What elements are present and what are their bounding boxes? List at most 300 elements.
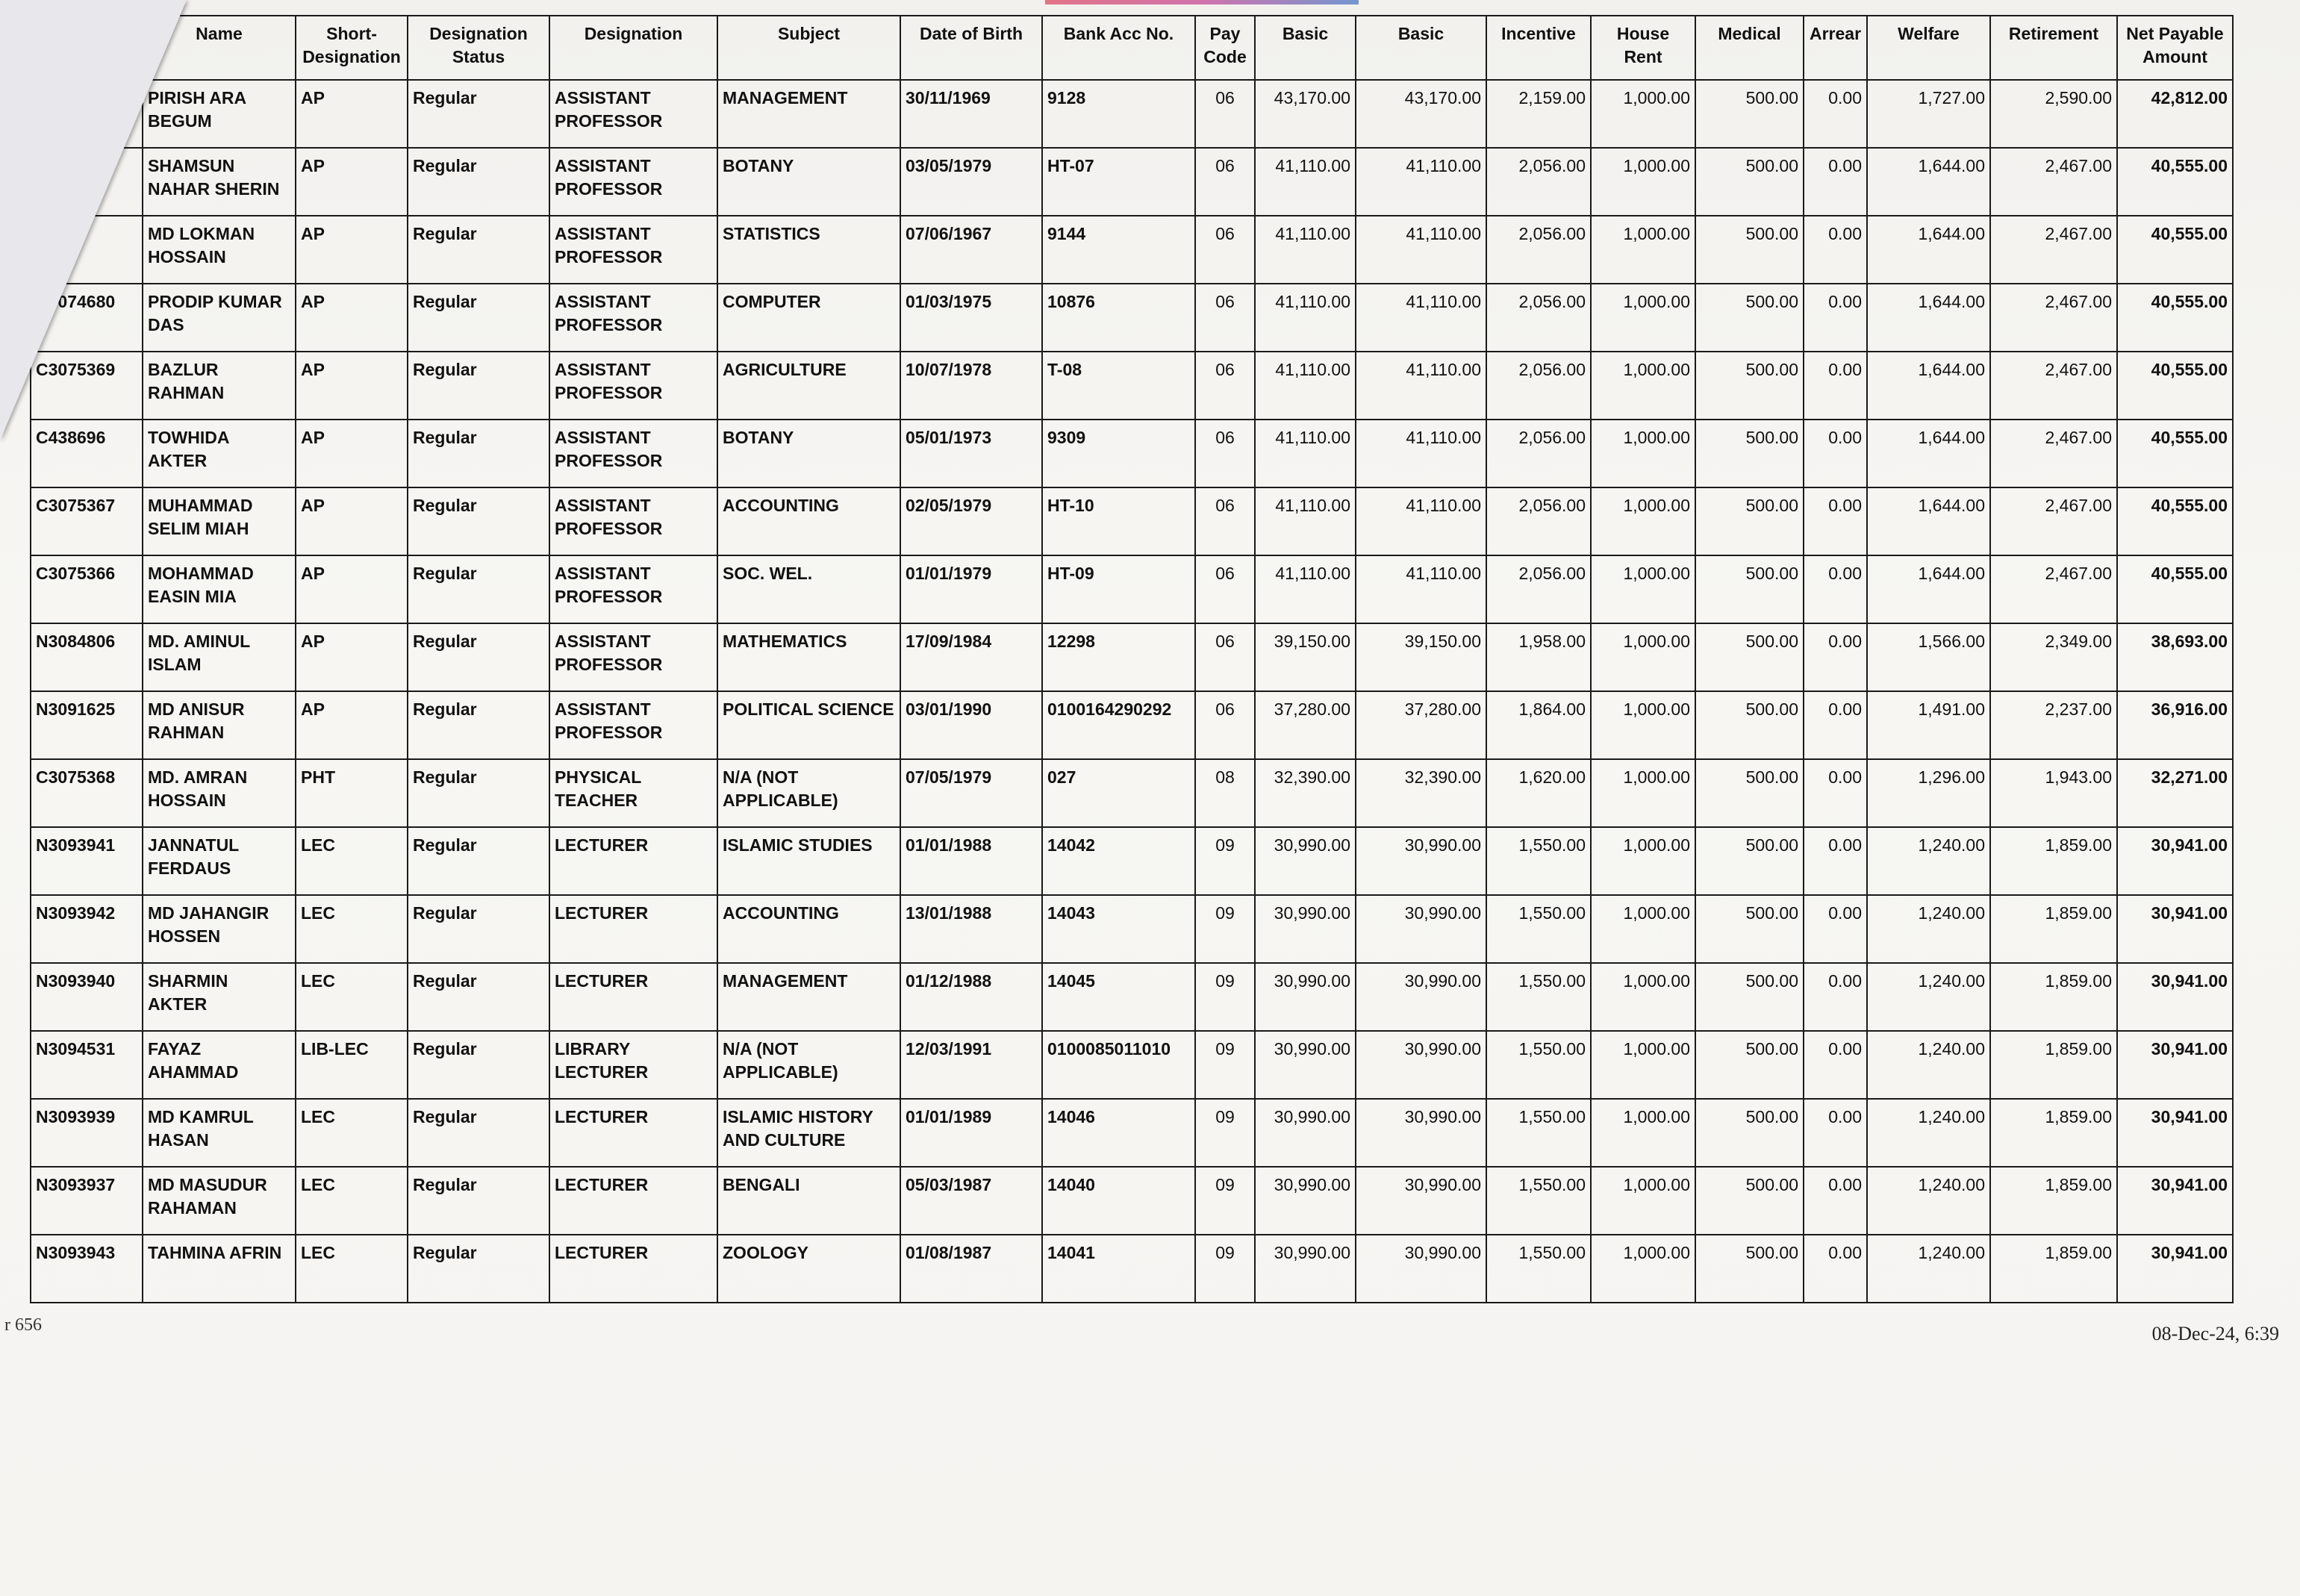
arrear-amount-cell: 0.00 <box>1804 555 1867 623</box>
house-rent-cell: 1,000.00 <box>1591 623 1695 691</box>
designation-cell: LECTURER <box>549 963 717 1031</box>
designation-status-cell: Regular <box>408 1099 549 1167</box>
short-designation-cell: LEC <box>296 827 408 895</box>
designation-cell: ASSISTANT PROFESSOR <box>549 80 717 148</box>
bank-account-cell: HT-10 <box>1042 487 1195 555</box>
designation-status-cell: Regular <box>408 420 549 487</box>
table-row <box>31 420 2233 487</box>
print-timestamp: 08-Dec-24, 6:39 <box>2151 1323 2279 1344</box>
net-payable-cell: 36,916.00 <box>2117 691 2233 759</box>
employee-id-cell: N3093943 <box>31 1235 143 1303</box>
bank-account-cell: 14042 <box>1042 827 1195 895</box>
pay-code-cell: 09 <box>1195 963 1255 1031</box>
short-designation-cell: AP <box>296 148 408 216</box>
welfare-amount-cell: 1,644.00 <box>1867 487 1990 555</box>
employee-name-cell: MD. AMRAN HOSSAIN <box>143 759 296 827</box>
column-header: Pay Code <box>1195 16 1255 80</box>
retirement-amount-cell: 2,467.00 <box>1990 420 2117 487</box>
net-payable-cell: 30,941.00 <box>2117 1235 2233 1303</box>
basic-amount-cell: 41,110.00 <box>1255 487 1356 555</box>
bank-account-cell: 12298 <box>1042 623 1195 691</box>
bank-account-cell: 9128 <box>1042 80 1195 148</box>
date-of-birth-cell: 01/01/1979 <box>900 555 1042 623</box>
column-header: House Rent <box>1591 16 1695 80</box>
medical-amount-cell: 500.00 <box>1695 963 1804 1031</box>
net-payable-cell: 30,941.00 <box>2117 827 2233 895</box>
retirement-amount-cell: 2,349.00 <box>1990 623 2117 691</box>
date-of-birth-cell: 30/11/1969 <box>900 80 1042 148</box>
designation-cell: LECTURER <box>549 895 717 963</box>
incentive-amount-cell: 1,550.00 <box>1486 1235 1591 1303</box>
table-row <box>31 1235 2233 1303</box>
medical-amount-cell: 500.00 <box>1695 487 1804 555</box>
employee-name-cell: FAYAZ AHAMMAD <box>143 1031 296 1099</box>
basic-amount-cell: 30,990.00 <box>1255 1235 1356 1303</box>
subject-cell: BOTANY <box>717 148 900 216</box>
incentive-amount-cell: 1,550.00 <box>1486 1167 1591 1235</box>
welfare-amount-cell: 1,644.00 <box>1867 148 1990 216</box>
table-row <box>31 827 2233 895</box>
arrear-amount-cell: 0.00 <box>1804 623 1867 691</box>
welfare-amount-cell: 1,240.00 <box>1867 1167 1990 1235</box>
designation-cell: LECTURER <box>549 827 717 895</box>
table-row <box>31 1167 2233 1235</box>
column-header: Basic <box>1255 16 1356 80</box>
house-rent-cell: 1,000.00 <box>1591 420 1695 487</box>
incentive-amount-cell: 1,550.00 <box>1486 895 1591 963</box>
table-row <box>31 895 2233 963</box>
subject-cell: POLITICAL SCIENCE <box>717 691 900 759</box>
subject-cell: ACCOUNTING <box>717 487 900 555</box>
column-header: Name <box>143 16 296 80</box>
column-header: Net Payable Amount <box>2117 16 2233 80</box>
employee-id-cell: 4 <box>31 148 143 216</box>
net-payable-cell: 40,555.00 <box>2117 487 2233 555</box>
arrear-amount-cell: 0.00 <box>1804 895 1867 963</box>
net-payable-cell: 40,555.00 <box>2117 352 2233 420</box>
date-of-birth-cell: 01/01/1988 <box>900 827 1042 895</box>
pay-code-cell: 06 <box>1195 487 1255 555</box>
arrear-amount-cell: 0.00 <box>1804 1167 1867 1235</box>
bank-account-cell: 9144 <box>1042 216 1195 284</box>
subject-cell: COMPUTER <box>717 284 900 352</box>
designation-status-cell: Regular <box>408 284 549 352</box>
net-payable-cell: 30,941.00 <box>2117 1031 2233 1099</box>
arrear-amount-cell: 0.00 <box>1804 352 1867 420</box>
basic-amount-cell: 32,390.00 <box>1255 759 1356 827</box>
date-of-birth-cell: 03/01/1990 <box>900 691 1042 759</box>
table-row <box>31 623 2233 691</box>
table-row <box>31 759 2233 827</box>
retirement-amount-cell: 2,467.00 <box>1990 555 2117 623</box>
basic-amount-cell: 41,110.00 <box>1356 487 1486 555</box>
employee-id-cell: N3093939 <box>31 1099 143 1167</box>
retirement-amount-cell: 1,859.00 <box>1990 1167 2117 1235</box>
pay-code-cell: 06 <box>1195 216 1255 284</box>
designation-cell: LECTURER <box>549 1167 717 1235</box>
designation-cell: ASSISTANT PROFESSOR <box>549 420 717 487</box>
designation-cell: PHYSICAL TEACHER <box>549 759 717 827</box>
arrear-amount-cell: 0.00 <box>1804 80 1867 148</box>
table-row <box>31 963 2233 1031</box>
table-row <box>31 284 2233 352</box>
retirement-amount-cell: 2,467.00 <box>1990 284 2117 352</box>
bank-account-cell: 14043 <box>1042 895 1195 963</box>
arrear-amount-cell: 0.00 <box>1804 1099 1867 1167</box>
employee-name-cell: JANNATUL FERDAUS <box>143 827 296 895</box>
basic-amount-cell: 30,990.00 <box>1255 1167 1356 1235</box>
house-rent-cell: 1,000.00 <box>1591 555 1695 623</box>
arrear-amount-cell: 0.00 <box>1804 420 1867 487</box>
basic-amount-cell: 30,990.00 <box>1356 827 1486 895</box>
employee-id-cell: N3091625 <box>31 691 143 759</box>
house-rent-cell: 1,000.00 <box>1591 963 1695 1031</box>
designation-status-cell: Regular <box>408 487 549 555</box>
designation-cell: ASSISTANT PROFESSOR <box>549 623 717 691</box>
page-number: r 656 <box>4 1315 42 1335</box>
basic-amount-cell: 39,150.00 <box>1356 623 1486 691</box>
basic-amount-cell: 37,280.00 <box>1356 691 1486 759</box>
medical-amount-cell: 500.00 <box>1695 352 1804 420</box>
welfare-amount-cell: 1,491.00 <box>1867 691 1990 759</box>
column-header: Incentive <box>1486 16 1591 80</box>
subject-cell: AGRICULTURE <box>717 352 900 420</box>
basic-amount-cell: 30,990.00 <box>1255 1099 1356 1167</box>
house-rent-cell: 1,000.00 <box>1591 1099 1695 1167</box>
subject-cell: MANAGEMENT <box>717 963 900 1031</box>
welfare-amount-cell: 1,240.00 <box>1867 895 1990 963</box>
arrear-amount-cell: 0.00 <box>1804 963 1867 1031</box>
house-rent-cell: 1,000.00 <box>1591 1167 1695 1235</box>
pay-code-cell: 06 <box>1195 623 1255 691</box>
pay-code-cell: 06 <box>1195 284 1255 352</box>
employee-id-cell: C3075368 <box>31 759 143 827</box>
net-payable-cell: 38,693.00 <box>2117 623 2233 691</box>
table-row <box>31 148 2233 216</box>
date-of-birth-cell: 13/01/1988 <box>900 895 1042 963</box>
pay-code-cell: 06 <box>1195 420 1255 487</box>
table-row <box>31 80 2233 148</box>
designation-status-cell: Regular <box>408 216 549 284</box>
net-payable-cell: 30,941.00 <box>2117 1167 2233 1235</box>
basic-amount-cell: 37,280.00 <box>1255 691 1356 759</box>
incentive-amount-cell: 1,620.00 <box>1486 759 1591 827</box>
column-header: Emp. ID <box>31 16 143 80</box>
date-of-birth-cell: 17/09/1984 <box>900 623 1042 691</box>
retirement-amount-cell: 1,859.00 <box>1990 963 2117 1031</box>
subject-cell: ISLAMIC STUDIES <box>717 827 900 895</box>
date-of-birth-cell: 10/07/1978 <box>900 352 1042 420</box>
medical-amount-cell: 500.00 <box>1695 420 1804 487</box>
arrear-amount-cell: 0.00 <box>1804 691 1867 759</box>
basic-amount-cell: 41,110.00 <box>1356 352 1486 420</box>
salary-sheet <box>30 15 2232 1303</box>
column-header: Date of Birth <box>900 16 1042 80</box>
incentive-amount-cell: 2,056.00 <box>1486 284 1591 352</box>
arrear-amount-cell: 0.00 <box>1804 1031 1867 1099</box>
house-rent-cell: 1,000.00 <box>1591 827 1695 895</box>
designation-status-cell: Regular <box>408 1235 549 1303</box>
bank-account-cell: 14046 <box>1042 1099 1195 1167</box>
table-row <box>31 352 2233 420</box>
date-of-birth-cell: 05/03/1987 <box>900 1167 1042 1235</box>
subject-cell: STATISTICS <box>717 216 900 284</box>
bank-account-cell: T-08 <box>1042 352 1195 420</box>
short-designation-cell: AP <box>296 80 408 148</box>
table-row <box>31 487 2233 555</box>
house-rent-cell: 1,000.00 <box>1591 759 1695 827</box>
short-designation-cell: PHT <box>296 759 408 827</box>
welfare-amount-cell: 1,240.00 <box>1867 1235 1990 1303</box>
employee-id-cell: C3075367 <box>31 487 143 555</box>
medical-amount-cell: 500.00 <box>1695 80 1804 148</box>
basic-amount-cell: 30,990.00 <box>1356 1235 1486 1303</box>
pay-code-cell: 08 <box>1195 759 1255 827</box>
arrear-amount-cell: 0.00 <box>1804 487 1867 555</box>
employee-name-cell: PRODIP KUMAR DAS <box>143 284 296 352</box>
designation-status-cell: Regular <box>408 895 549 963</box>
welfare-amount-cell: 1,644.00 <box>1867 555 1990 623</box>
incentive-amount-cell: 1,550.00 <box>1486 1099 1591 1167</box>
salary-table <box>30 15 2234 1303</box>
welfare-amount-cell: 1,240.00 <box>1867 1099 1990 1167</box>
incentive-amount-cell: 1,864.00 <box>1486 691 1591 759</box>
pay-code-cell: 06 <box>1195 352 1255 420</box>
designation-cell: ASSISTANT PROFESSOR <box>549 555 717 623</box>
basic-amount-cell: 41,110.00 <box>1356 420 1486 487</box>
column-header: Medical <box>1695 16 1804 80</box>
house-rent-cell: 1,000.00 <box>1591 148 1695 216</box>
column-header: Short-Designation <box>296 16 408 80</box>
net-payable-cell: 42,812.00 <box>2117 80 2233 148</box>
medical-amount-cell: 500.00 <box>1695 1167 1804 1235</box>
incentive-amount-cell: 2,056.00 <box>1486 216 1591 284</box>
employee-id-cell: N3094531 <box>31 1031 143 1099</box>
date-of-birth-cell: 01/03/1975 <box>900 284 1042 352</box>
short-designation-cell: AP <box>296 691 408 759</box>
employee-name-cell: MD KAMRUL HASAN <box>143 1099 296 1167</box>
subject-cell: ISLAMIC HISTORY AND CULTURE <box>717 1099 900 1167</box>
basic-amount-cell: 30,990.00 <box>1356 895 1486 963</box>
color-strip <box>1045 0 1359 4</box>
welfare-amount-cell: 1,644.00 <box>1867 420 1990 487</box>
retirement-amount-cell: 1,859.00 <box>1990 1235 2117 1303</box>
retirement-amount-cell: 2,467.00 <box>1990 487 2117 555</box>
employee-id-cell: N3084806 <box>31 623 143 691</box>
short-designation-cell: LEC <box>296 1099 408 1167</box>
basic-amount-cell: 41,110.00 <box>1356 555 1486 623</box>
pay-code-cell: 06 <box>1195 691 1255 759</box>
short-designation-cell: LEC <box>296 1167 408 1235</box>
house-rent-cell: 1,000.00 <box>1591 691 1695 759</box>
designation-cell: ASSISTANT PROFESSOR <box>549 284 717 352</box>
pay-code-cell: 09 <box>1195 1031 1255 1099</box>
basic-amount-cell: 41,110.00 <box>1356 148 1486 216</box>
arrear-amount-cell: 0.00 <box>1804 148 1867 216</box>
subject-cell: MANAGEMENT <box>717 80 900 148</box>
net-payable-cell: 32,271.00 <box>2117 759 2233 827</box>
designation-status-cell: Regular <box>408 80 549 148</box>
net-payable-cell: 30,941.00 <box>2117 1099 2233 1167</box>
bank-account-cell: 0100085011010 <box>1042 1031 1195 1099</box>
employee-name-cell: MD LOKMAN HOSSAIN <box>143 216 296 284</box>
net-payable-cell: 30,941.00 <box>2117 895 2233 963</box>
date-of-birth-cell: 01/12/1988 <box>900 963 1042 1031</box>
bank-account-cell: 14040 <box>1042 1167 1195 1235</box>
net-payable-cell: 40,555.00 <box>2117 216 2233 284</box>
designation-status-cell: Regular <box>408 352 549 420</box>
medical-amount-cell: 500.00 <box>1695 148 1804 216</box>
pay-code-cell: 09 <box>1195 1235 1255 1303</box>
pay-code-cell: 09 <box>1195 895 1255 963</box>
date-of-birth-cell: 07/06/1967 <box>900 216 1042 284</box>
arrear-amount-cell: 0.00 <box>1804 759 1867 827</box>
short-designation-cell: AP <box>296 555 408 623</box>
short-designation-cell: AP <box>296 216 408 284</box>
house-rent-cell: 1,000.00 <box>1591 216 1695 284</box>
house-rent-cell: 1,000.00 <box>1591 487 1695 555</box>
medical-amount-cell: 500.00 <box>1695 623 1804 691</box>
short-designation-cell: LEC <box>296 1235 408 1303</box>
employee-id-cell: C3074680 <box>31 284 143 352</box>
employee-id-cell: 36166 <box>31 216 143 284</box>
designation-status-cell: Regular <box>408 1167 549 1235</box>
employee-name-cell: MD JAHANGIR HOSSEN <box>143 895 296 963</box>
welfare-amount-cell: 1,240.00 <box>1867 963 1990 1031</box>
short-designation-cell: AP <box>296 284 408 352</box>
net-payable-cell: 40,555.00 <box>2117 284 2233 352</box>
designation-cell: ASSISTANT PROFESSOR <box>549 487 717 555</box>
bank-account-cell: 14041 <box>1042 1235 1195 1303</box>
incentive-amount-cell: 2,056.00 <box>1486 555 1591 623</box>
retirement-amount-cell: 2,467.00 <box>1990 352 2117 420</box>
subject-cell: BENGALI <box>717 1167 900 1235</box>
house-rent-cell: 1,000.00 <box>1591 1235 1695 1303</box>
basic-amount-cell: 30,990.00 <box>1255 1031 1356 1099</box>
short-designation-cell: AP <box>296 487 408 555</box>
designation-cell: LECTURER <box>549 1235 717 1303</box>
employee-name-cell: SHAMSUN NAHAR SHERIN <box>143 148 296 216</box>
basic-amount-cell: 43,170.00 <box>1356 80 1486 148</box>
incentive-amount-cell: 2,056.00 <box>1486 420 1591 487</box>
designation-cell: ASSISTANT PROFESSOR <box>549 691 717 759</box>
column-header: Basic <box>1356 16 1486 80</box>
designation-status-cell: Regular <box>408 963 549 1031</box>
incentive-amount-cell: 2,056.00 <box>1486 487 1591 555</box>
basic-amount-cell: 30,990.00 <box>1255 895 1356 963</box>
employee-name-cell: MOHAMMAD EASIN MIA <box>143 555 296 623</box>
arrear-amount-cell: 0.00 <box>1804 827 1867 895</box>
designation-status-cell: Regular <box>408 1031 549 1099</box>
basic-amount-cell: 30,990.00 <box>1356 1167 1486 1235</box>
header-row <box>31 16 2233 80</box>
column-header: Retirement <box>1990 16 2117 80</box>
employee-name-cell: TOWHIDA AKTER <box>143 420 296 487</box>
date-of-birth-cell: 01/01/1989 <box>900 1099 1042 1167</box>
date-of-birth-cell: 03/05/1979 <box>900 148 1042 216</box>
welfare-amount-cell: 1,566.00 <box>1867 623 1990 691</box>
retirement-amount-cell: 1,859.00 <box>1990 827 2117 895</box>
designation-cell: ASSISTANT PROFESSOR <box>549 216 717 284</box>
column-header: Bank Acc No. <box>1042 16 1195 80</box>
date-of-birth-cell: 05/01/1973 <box>900 420 1042 487</box>
designation-cell: LECTURER <box>549 1099 717 1167</box>
subject-cell: ACCOUNTING <box>717 895 900 963</box>
incentive-amount-cell: 2,056.00 <box>1486 352 1591 420</box>
subject-cell: ZOOLOGY <box>717 1235 900 1303</box>
short-designation-cell: LIB-LEC <box>296 1031 408 1099</box>
basic-amount-cell: 41,110.00 <box>1255 216 1356 284</box>
pay-code-cell: 09 <box>1195 1167 1255 1235</box>
column-header: Welfare <box>1867 16 1990 80</box>
house-rent-cell: 1,000.00 <box>1591 80 1695 148</box>
medical-amount-cell: 500.00 <box>1695 1235 1804 1303</box>
basic-amount-cell: 30,990.00 <box>1356 1031 1486 1099</box>
date-of-birth-cell: 01/08/1987 <box>900 1235 1042 1303</box>
arrear-amount-cell: 0.00 <box>1804 1235 1867 1303</box>
bank-account-cell: HT-09 <box>1042 555 1195 623</box>
welfare-amount-cell: 1,644.00 <box>1867 352 1990 420</box>
retirement-amount-cell: 1,859.00 <box>1990 1099 2117 1167</box>
date-of-birth-cell: 12/03/1991 <box>900 1031 1042 1099</box>
designation-status-cell: Regular <box>408 691 549 759</box>
table-row <box>31 216 2233 284</box>
net-payable-cell: 40,555.00 <box>2117 148 2233 216</box>
incentive-amount-cell: 1,958.00 <box>1486 623 1591 691</box>
designation-status-cell: Regular <box>408 623 549 691</box>
bank-account-cell: HT-07 <box>1042 148 1195 216</box>
medical-amount-cell: 500.00 <box>1695 827 1804 895</box>
column-header: Designation <box>549 16 717 80</box>
retirement-amount-cell: 2,467.00 <box>1990 148 2117 216</box>
medical-amount-cell: 500.00 <box>1695 895 1804 963</box>
retirement-amount-cell: 1,859.00 <box>1990 895 2117 963</box>
incentive-amount-cell: 2,159.00 <box>1486 80 1591 148</box>
employee-name-cell: BAZLUR RAHMAN <box>143 352 296 420</box>
incentive-amount-cell: 2,056.00 <box>1486 148 1591 216</box>
table-body <box>31 80 2233 1303</box>
welfare-amount-cell: 1,240.00 <box>1867 1031 1990 1099</box>
pay-code-cell: 06 <box>1195 148 1255 216</box>
retirement-amount-cell: 1,859.00 <box>1990 1031 2117 1099</box>
designation-status-cell: Regular <box>408 827 549 895</box>
bank-account-cell: 14045 <box>1042 963 1195 1031</box>
basic-amount-cell: 41,110.00 <box>1255 420 1356 487</box>
retirement-amount-cell: 2,590.00 <box>1990 80 2117 148</box>
column-header: Subject <box>717 16 900 80</box>
incentive-amount-cell: 1,550.00 <box>1486 827 1591 895</box>
retirement-amount-cell: 1,943.00 <box>1990 759 2117 827</box>
retirement-amount-cell: 2,467.00 <box>1990 216 2117 284</box>
house-rent-cell: 1,000.00 <box>1591 352 1695 420</box>
table-row <box>31 1031 2233 1099</box>
house-rent-cell: 1,000.00 <box>1591 1031 1695 1099</box>
medical-amount-cell: 500.00 <box>1695 691 1804 759</box>
employee-name-cell: TAHMINA AFRIN <box>143 1235 296 1303</box>
subject-cell: N/A (NOT APPLICABLE) <box>717 759 900 827</box>
basic-amount-cell: 30,990.00 <box>1255 827 1356 895</box>
welfare-amount-cell: 1,296.00 <box>1867 759 1990 827</box>
employee-id-cell: N3093940 <box>31 963 143 1031</box>
bank-account-cell: 10876 <box>1042 284 1195 352</box>
designation-status-cell: Regular <box>408 759 549 827</box>
arrear-amount-cell: 0.00 <box>1804 216 1867 284</box>
employee-name-cell: SHARMIN AKTER <box>143 963 296 1031</box>
employee-name-cell: MD. AMINUL ISLAM <box>143 623 296 691</box>
basic-amount-cell: 30,990.00 <box>1356 1099 1486 1167</box>
basic-amount-cell: 41,110.00 <box>1356 216 1486 284</box>
house-rent-cell: 1,000.00 <box>1591 284 1695 352</box>
